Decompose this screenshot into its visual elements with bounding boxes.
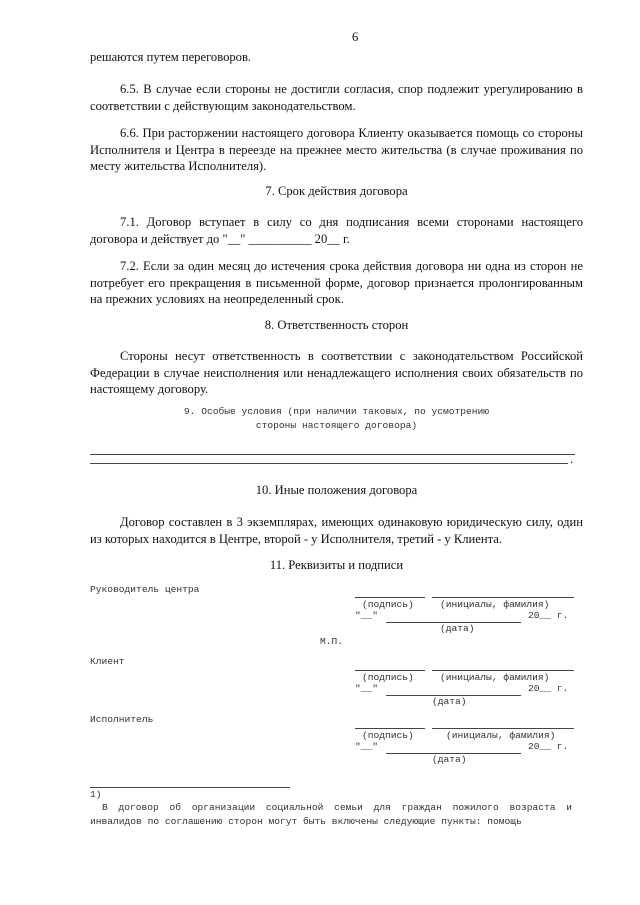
name-line — [432, 728, 574, 729]
paragraph-continuation: решаются путем переговоров. — [90, 50, 252, 64]
paragraph-7-2: 7.2. Если за один месяц до истечения срока действия договора ни одна из сторон не потребует его прекращения в письменной форме, договор признается пролонгированным на прежних условиях на неопределенный срок. — [90, 259, 583, 306]
name-line — [432, 597, 574, 598]
paragraph-7-1: 7.1. Договор вступает в силу со дня подписания всеми сторонами настоящего договора и действует до "__" __________ 20__ г. — [90, 215, 583, 246]
name-caption: (инициалы, фамилия) — [440, 672, 550, 683]
heading-section-8: 8. Ответственность сторон — [264, 318, 409, 332]
date-caption: (дата) — [440, 623, 475, 634]
date-quote: "__" — [355, 683, 379, 694]
heading-section-11: 11. Реквизиты и подписи — [269, 558, 404, 572]
signature-caption: (подпись) — [362, 730, 414, 741]
name-caption: (инициалы, фамилия) — [446, 730, 556, 741]
date-year: 20__ г. — [528, 610, 569, 621]
party-label-center-head: Руководитель центра — [90, 584, 200, 595]
footnote-mark: 1) — [90, 789, 102, 800]
paragraph-10: Договор составлен в 3 экземплярах, имеющих одинаковую юридическую силу, один из которых находится в Центре, второй - у Исполнителя, третий - у Клиента. — [90, 515, 583, 546]
party-label-client: Клиент — [90, 656, 125, 667]
blank-line-1 — [90, 454, 575, 455]
date-caption: (дата) — [432, 696, 467, 707]
name-caption: (инициалы, фамилия) — [440, 599, 550, 610]
heading-section-10: 10. Иные положения договора — [255, 483, 418, 497]
footnote-text: В договор об организации социальной семьи для граждан пожилого возраста и инвалидов по соглашению сторон могут быть включены следующие пункты: помощь — [90, 802, 572, 827]
heading-section-7: 7. Срок действия договора — [265, 184, 408, 198]
stamp-placeholder: М.П. — [320, 636, 344, 647]
party-label-executor: Исполнитель — [90, 714, 154, 725]
name-line — [432, 670, 574, 671]
signature-caption: (подпись) — [362, 599, 414, 610]
date-year: 20__ г. — [528, 741, 569, 752]
page-number: 6 — [352, 30, 359, 44]
heading-section-9-line1: 9. Особые условия (при наличии таковых, по усмотрению — [183, 406, 490, 417]
date-caption: (дата) — [432, 754, 467, 765]
signature-line — [355, 670, 425, 671]
paragraph-8: Стороны несут ответственность в соответствии с законодательством Российской Федерации в случае неисполнения или ненадлежащего исполнения своих обязательств по настоящему договору. — [90, 349, 583, 396]
footnote-separator — [90, 787, 290, 788]
paragraph-6-6: 6.6. При расторжении настоящего договора Клиенту оказывается помощь со стороны Исполнителя и Центра в переезде на прежнее место жительства (в случае проживания по месту жительства Исполнителя). — [90, 126, 583, 173]
blank-line-2 — [90, 463, 568, 464]
signature-line — [355, 728, 425, 729]
signature-caption: (подпись) — [362, 672, 414, 683]
signature-line — [355, 597, 425, 598]
date-year: 20__ г. — [528, 683, 569, 694]
date-quote: "__" — [355, 741, 379, 752]
heading-section-9-line2: стороны настоящего договора) — [255, 420, 418, 431]
paragraph-6-5: 6.5. В случае если стороны не достигли согласия, спор подлежит урегулированию в соответствии с действующим законодательством. — [90, 82, 583, 113]
period: . — [570, 452, 574, 466]
date-quote: "__" — [355, 610, 379, 621]
